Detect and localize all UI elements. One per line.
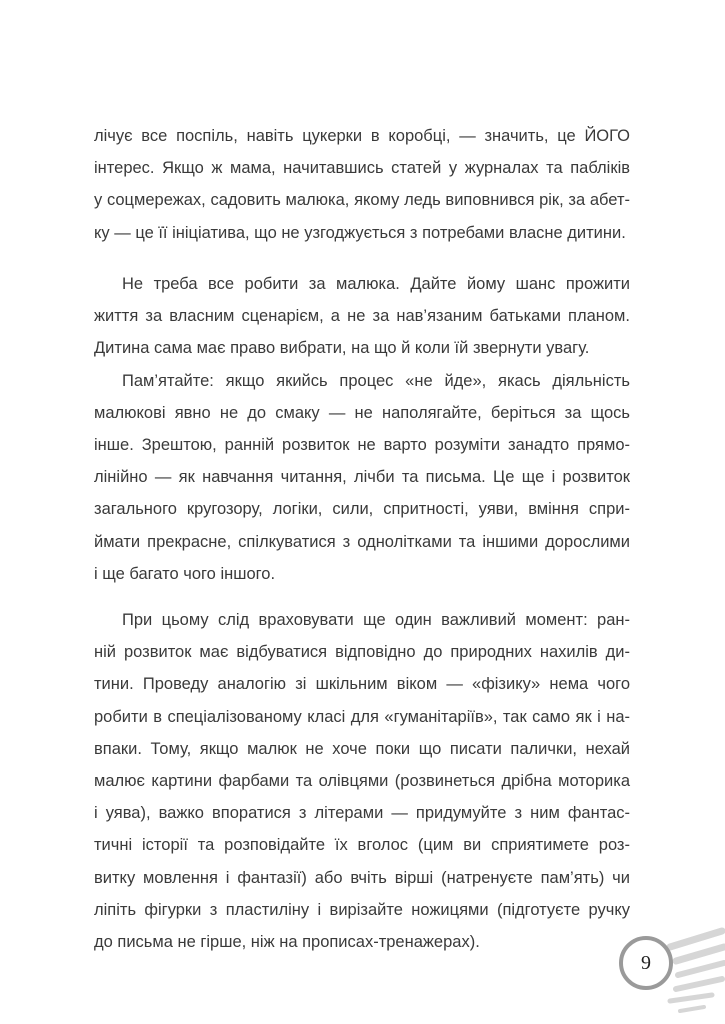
paragraph-line: Дитина сама має право вибрати, на що й коли їй звернути увагу. (94, 339, 590, 358)
paragraph-line: При цьому слід враховувати ще один важливий момент: ран- (122, 611, 630, 629)
paragraph-line: і ще багато чого іншого. (94, 564, 276, 583)
paragraph-line: лінійно — як навчання читання, лічби та письма. Це ще і розвиток (94, 468, 630, 487)
paragraph-line: Пам’ятайте: якщо якийсь процес «не йде», якась діяльність (122, 371, 630, 390)
paragraph-3 (94, 604, 630, 958)
page-number: 9 (619, 936, 673, 990)
paragraph-line: життя за власним сценарієм, а не за нав’язаним батьками планом. (94, 307, 630, 326)
paragraph-2 (94, 268, 630, 590)
paragraph-line: ліпіть фігурки з пластиліну і вирізайте ножицями (підготуєте ручку (94, 900, 630, 919)
paragraph-line: малюкові явно не до смаку — не наполягайте, беріться за щось (94, 403, 630, 422)
paragraph-line: і уява), важко впоратися з літерами — придумуйте з ним фантас- (94, 804, 630, 823)
paragraph-line: ній розвиток має відбуватися відповідно до природних нахилів ди- (94, 643, 630, 662)
paragraph-line: ку — це її ініціатива, що не узгоджується з потребами власне дитини. (94, 223, 626, 242)
paragraph-line: до письма не гірше, ніж на прописах-тренажерах). (94, 932, 480, 951)
paragraph-line: впаки. Тому, якщо малюк не хоче поки що писати палички, нехай (94, 739, 630, 758)
paragraph-1 (94, 120, 630, 249)
paragraph-line: витку мовлення і фантазії) або вчіть вірші (натренуєте пам’ять) чи (94, 868, 630, 887)
paragraph-line: тини. Проведу аналогію зі шкільним віком — «фізику» нема чого (94, 675, 630, 694)
paragraph-line: загального кругозору, логіки, сили, спритності, уяви, вміння спри- (94, 500, 630, 519)
paragraph-line: тичні історії та розповідайте їх вголос (цим ви сприятимете роз- (94, 836, 630, 855)
paragraph-line: лічує все поспіль, навіть цукерки в коробці, — значить, це ЙОГО (94, 127, 630, 145)
paragraph-line: інтерес. Якщо ж мама, начитавшись статей у журналах та пабліків (94, 159, 630, 178)
paragraph-line: малює картини фарбами та олівцями (розвинеться дрібна моторика (94, 771, 630, 790)
paragraph-line: інше. Зрештою, ранній розвиток не варто розуміти занадто прямо- (94, 435, 630, 454)
paragraph-line: у соцмережах, садовить малюка, якому ледь виповнився рік, за абет- (94, 191, 630, 210)
paragraph-line: Не треба все робити за малюка. Дайте йому шанс прожити (122, 275, 630, 293)
paragraph-line: ймати прекрасне, спілкуватися з однолітками та іншими дорослими (94, 532, 630, 551)
paragraph-line: робити в спеціалізованому класі для «гуманітаріїв», так само як і на- (94, 707, 630, 726)
